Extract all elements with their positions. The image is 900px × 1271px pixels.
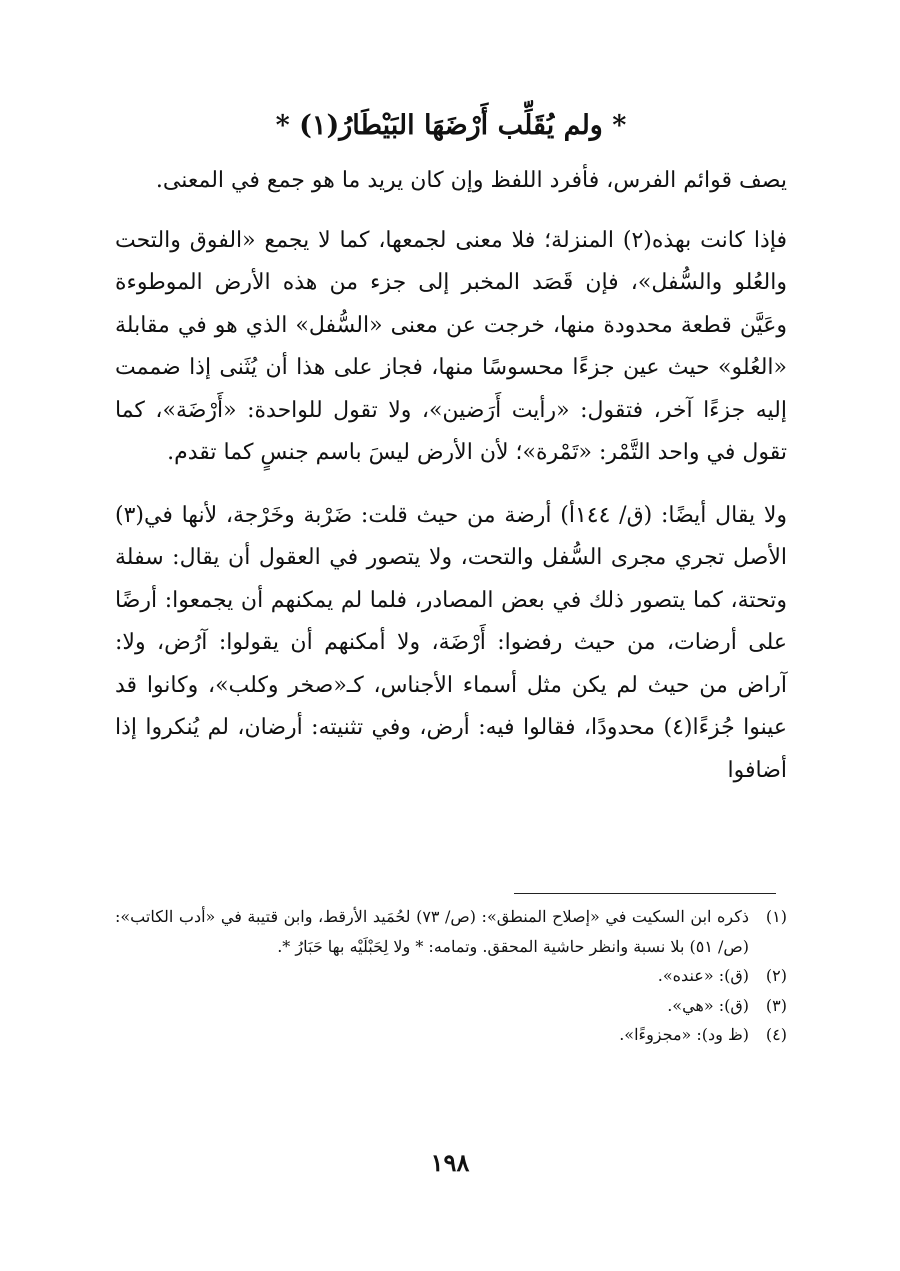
- page-body: [115, 100, 787, 812]
- footnote-divider: [514, 893, 776, 894]
- footnote-3: [115, 991, 787, 1021]
- footnote-text: (ق): «عنده».: [657, 966, 749, 985]
- footnote-number: (٤): [765, 1025, 787, 1044]
- footnote-1: [115, 902, 787, 961]
- footnote-text: ذكره ابن السكيت في «إصلاح المنطق»: (ص/ ٧٣) لحُمَيد الأرقط، وابن قتيبة في «أدب الكاتب»: (ص/ ٥١) بلا نسبة وانظر حاشية المحقق. وتمامه: * ولا لِحَبْلَيْه بها حَبَارُ *.: [115, 907, 749, 956]
- footnote-2: [115, 961, 787, 991]
- footnote-text: (ق): «هي».: [667, 995, 749, 1015]
- footnote-number: (٢): [765, 966, 787, 985]
- footnotes: [115, 902, 787, 1050]
- footnote-number: (١): [765, 907, 787, 926]
- footnote-text: (ظ ود): «مجزوءًا».: [619, 1025, 749, 1044]
- paragraph-3: ولا يقال أيضًا: (ق/ ١٤٤أ) أرضة من حيث قلت: ضَرْبة وخَرْجة، لأنها في(٣) الأصل تجري مجرى السُّفل والتحت، ولا يتصور في العقول أن يقال: سفلة وتحتة، كما يتصور ذلك في بعض المصادر، فلما لم يمكنهم أن يجمعوا: أرضًا على أرضات، من حيث رفضوا: أَرْضَة، ولا أمكنهم أن يقولوا: آرُض، ولا: آراض من حيث لم يكن مثل أسماء الأجناس، كـ«صخر وكلب»، وكانوا قد عينوا جُزءًا(٤) محدودًا، فقالوا فيه: أرض، وفي تثنيته: أرضان، لم يُنكروا إذا أضافوا: [115, 502, 787, 783]
- paragraph-2: فإذا كانت بهذه(٢) المنزلة؛ فلا معنى لجمعها، كما لا يجمع «الفوق والتحت والعُلو والسُّفل»، فإن قَصَد المخبر إلى جزء من هذه الأرض الموطوءة وعَيَّن قطعة محدودة منها، خرجت عن معنى «السُّفل» الذي هو في مقابلة «العُلو» حيث عين جزءًا محسوسًا منها، فجاز على هذا أن يُثَنى إذا ضممت إليه جزءًا آخر، فتقول: «رأيت أَرَضين»، ولا تقول للواحدة: «أَرْضَة»، كما تقول في واحد التَّمْر: «تَمْرة»؛ لأن الأرض ليسَ باسم جنسٍ كما تقدم.: [115, 227, 787, 465]
- page-number: ١٩٨: [430, 1148, 470, 1177]
- footnote-4: [115, 1020, 787, 1050]
- verse-heading: * ولم يُقَلِّب أَرْضَهَا البَيْطَارُ(١) *: [275, 110, 627, 141]
- paragraph-1: يصف قوائم الفرس، فأفرد اللفظ وإن كان يريد ما هو جمع في المعنى.: [155, 168, 787, 193]
- footnote-number: (٣): [765, 995, 787, 1015]
